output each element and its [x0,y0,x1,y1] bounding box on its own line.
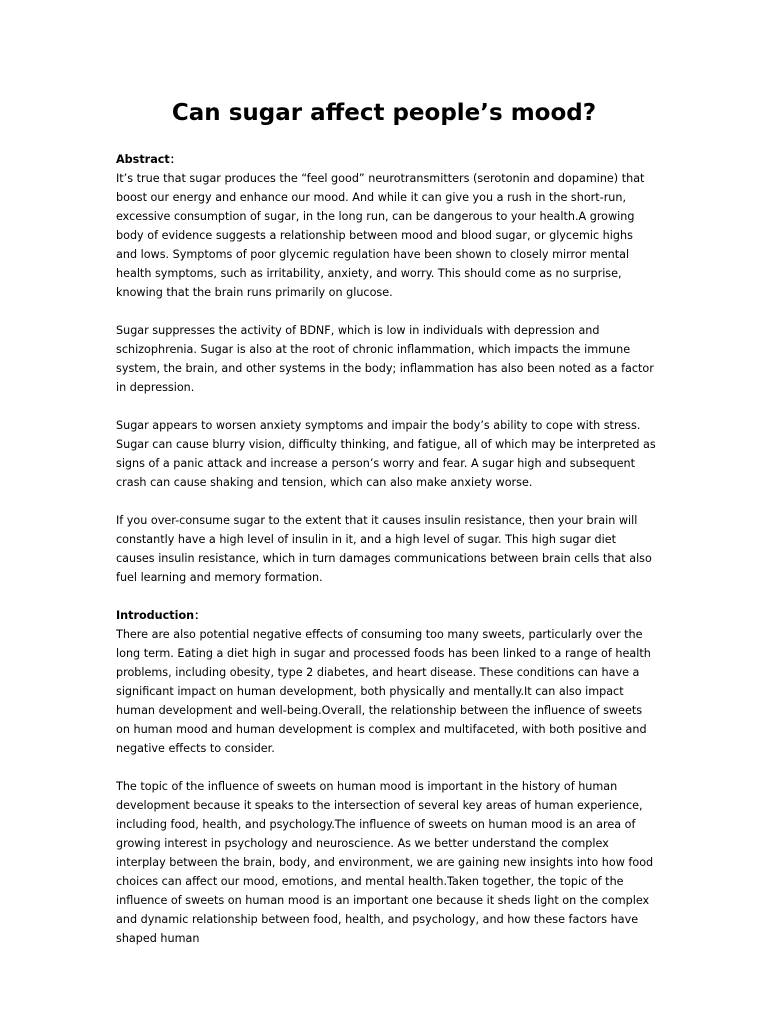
introduction-heading: Introduction： [116,609,206,622]
abstract-paragraph-2: Sugar suppresses the activity of BDNF, which is low in individuals with depression and schizophrenia. Sugar is also at the root of chronic inflammation, which impacts the immune system, the brain, and other systems in the body; inflammation has also been noted as a factor in depression. [116,324,654,394]
abstract-paragraph-1: It’s true that sugar produces the “feel good” neurotransmitters (serotonin and dopamine) that boost our energy and enhance our mood. And while it can give you a rush in the short-run, excessive consumption of sugar, in the long run, can be dangerous to your health.A growing body of evidence suggests a relationship between mood and blood sugar, or glycemic highs and lows. Symptoms of poor glycemic regulation have been shown to closely mirror mental health symptoms, such as irritability, anxiety, and worry. This should come as no surprise, knowing that the brain runs primarily on glucose. [116,172,645,299]
document-title: Can sugar affect people’s mood? [171,100,597,126]
introduction-paragraph-2: The topic of the influence of sweets on human mood is important in the history of human development because it speaks to the intersection of several key areas of human experience, including food, health, and psychology.The influence of sweets on human mood is an area of growing interest in psychology and neuroscience. As we better understand the complex interplay between the brain, body, and environment, we are gaining new insights into how food choices can affect our mood, emotions, and mental health.Taken together, the topic of the influence of sweets on human mood is an important one because it sheds light on the complex and dynamic relationship between food, health, and psychology, and how these factors have shaped human [116,780,654,945]
introduction-paragraph-1: There are also potential negative effects of consuming too many sweets, particularly over the long term. Eating a diet high in sugar and processed foods has been linked to a range of health problems, including obesity, type 2 diabetes, and heart disease. These conditions can have a significant impact on human development, both physically and mentally.It can also impact human development and well-being.Overall, the relationship between the influence of sweets on human mood and human development is complex and multifaceted, with both positive and negative effects to consider. [116,628,651,755]
abstract-paragraph-4: If you over-consume sugar to the extent that it causes insulin resistance, then your brain will constantly have a high level of insulin in it, and a high level of sugar. This high sugar diet causes insulin resistance, which in turn damages communications between brain cells that also fuel learning and memory formation. [116,514,652,584]
document-body [116,150,656,948]
abstract-heading: Abstract： [116,153,181,166]
abstract-paragraph-3: Sugar appears to worsen anxiety symptoms and impair the body’s ability to cope with stress. Sugar can cause blurry vision, difficulty thinking, and fatigue, all of which may be interpreted as signs of a panic attack and increase a person’s worry and fear. A sugar high and subsequent crash can cause shaking and tension, which can also make anxiety worse. [116,419,656,489]
